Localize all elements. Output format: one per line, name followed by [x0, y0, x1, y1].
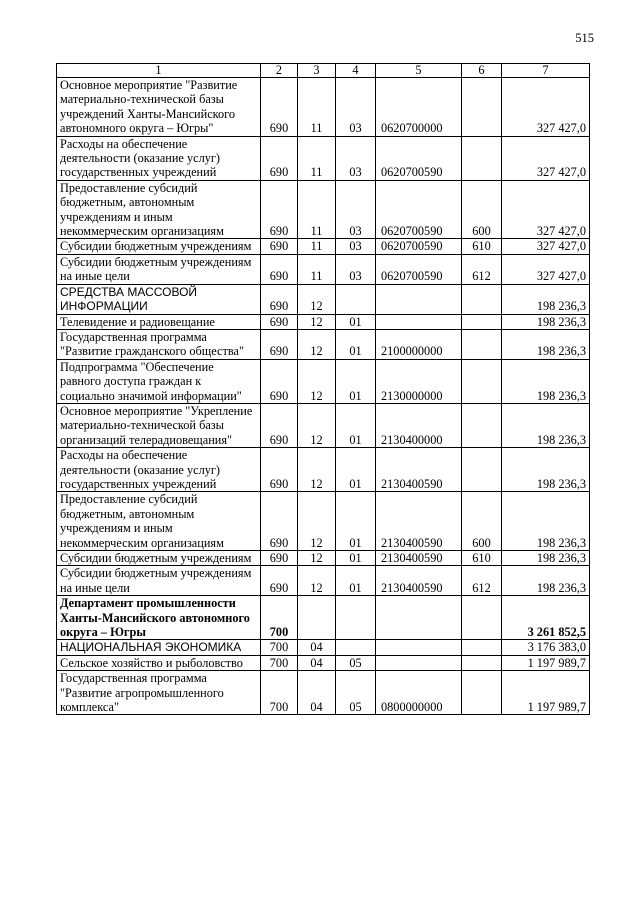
expense-type-cell: [462, 314, 502, 329]
section-cell: 04: [298, 671, 336, 715]
amount-cell: 198 236,3: [502, 448, 590, 492]
target-article-cell: 0800000000: [376, 671, 462, 715]
admin-code-cell: 690: [261, 359, 298, 403]
table-row: [57, 671, 590, 715]
amount-cell: 198 236,3: [502, 284, 590, 314]
table-row: [57, 78, 590, 137]
header-cell: 3: [298, 64, 336, 78]
admin-code-cell: 690: [261, 254, 298, 284]
section-cell: 11: [298, 239, 336, 254]
section-cell: 12: [298, 566, 336, 596]
subsection-cell: 01: [336, 448, 376, 492]
admin-code-cell: 690: [261, 314, 298, 329]
row-name-cell: Субсидии бюджетным учреждениям на иные цели: [57, 566, 261, 596]
subsection-cell: [336, 596, 376, 640]
header-cell: 1: [57, 64, 261, 78]
subsection-cell: 01: [336, 551, 376, 566]
table-row: [57, 284, 590, 314]
admin-code-cell: 700: [261, 655, 298, 670]
row-name-cell: Предоставление субсидий бюджетным, автономным учреждениям и иным некоммерческим организациям: [57, 180, 261, 239]
admin-code-cell: 690: [261, 180, 298, 239]
table-row: [57, 566, 590, 596]
target-article-cell: 2130400590: [376, 492, 462, 551]
admin-code-cell: 700: [261, 671, 298, 715]
row-name-cell: Расходы на обеспечение деятельности (оказание услуг) государственных учреждений: [57, 136, 261, 180]
amount-cell: 198 236,3: [502, 492, 590, 551]
amount-cell: 1 197 989,7: [502, 655, 590, 670]
row-name-cell: Основное мероприятие "Развитие материально-технической базы учреждений Ханты-Мансийского автономного округа – Югры": [57, 78, 261, 137]
section-cell: 12: [298, 492, 336, 551]
amount-cell: 198 236,3: [502, 566, 590, 596]
target-article-cell: [376, 284, 462, 314]
target-article-cell: 2130400000: [376, 403, 462, 447]
table-row: [57, 314, 590, 329]
subsection-cell: 03: [336, 254, 376, 284]
section-cell: 12: [298, 284, 336, 314]
expense-type-cell: 610: [462, 551, 502, 566]
subsection-cell: 01: [336, 359, 376, 403]
row-name-cell: Сельское хозяйство и рыболовство: [57, 655, 261, 670]
expense-type-cell: [462, 136, 502, 180]
row-name-cell: Субсидии бюджетным учреждениям на иные цели: [57, 254, 261, 284]
amount-cell: 198 236,3: [502, 329, 590, 359]
expense-type-cell: [462, 655, 502, 670]
admin-code-cell: 690: [261, 492, 298, 551]
table-row: [57, 655, 590, 670]
section-cell: 11: [298, 254, 336, 284]
admin-code-cell: 690: [261, 239, 298, 254]
expense-type-cell: 600: [462, 492, 502, 551]
table-row: [57, 359, 590, 403]
row-name-cell: Предоставление субсидий бюджетным, автономным учреждениям и иным некоммерческим организациям: [57, 492, 261, 551]
target-article-cell: 2100000000: [376, 329, 462, 359]
admin-code-cell: 700: [261, 640, 298, 655]
expense-type-cell: 600: [462, 180, 502, 239]
row-name-cell: НАЦИОНАЛЬНАЯ ЭКОНОМИКА: [57, 640, 261, 655]
target-article-cell: 2130400590: [376, 551, 462, 566]
table-row: [57, 551, 590, 566]
amount-cell: 327 427,0: [502, 254, 590, 284]
target-article-cell: 0620700590: [376, 180, 462, 239]
row-name-cell: Расходы на обеспечение деятельности (оказание услуг) государственных учреждений: [57, 448, 261, 492]
section-cell: 11: [298, 180, 336, 239]
subsection-cell: 01: [336, 329, 376, 359]
expense-type-cell: [462, 640, 502, 655]
amount-cell: 1 197 989,7: [502, 671, 590, 715]
subsection-cell: 03: [336, 78, 376, 137]
amount-cell: 327 427,0: [502, 136, 590, 180]
subsection-cell: 01: [336, 314, 376, 329]
subsection-cell: 01: [336, 492, 376, 551]
section-cell: 04: [298, 655, 336, 670]
subsection-cell: [336, 640, 376, 655]
subsection-cell: 05: [336, 655, 376, 670]
target-article-cell: 0620700590: [376, 136, 462, 180]
page-number: 515: [575, 31, 594, 45]
expense-type-cell: 612: [462, 566, 502, 596]
table-row: [57, 180, 590, 239]
target-article-cell: 2130400590: [376, 448, 462, 492]
expense-type-cell: [462, 78, 502, 137]
subsection-cell: 03: [336, 136, 376, 180]
row-name-cell: СРЕДСТВА МАССОВОЙ ИНФОРМАЦИИ: [57, 284, 261, 314]
admin-code-cell: 690: [261, 284, 298, 314]
amount-cell: 198 236,3: [502, 314, 590, 329]
expense-type-cell: 612: [462, 254, 502, 284]
section-cell: 11: [298, 78, 336, 137]
header-cell: 4: [336, 64, 376, 78]
section-cell: 11: [298, 136, 336, 180]
header-cell: 6: [462, 64, 502, 78]
target-article-cell: [376, 596, 462, 640]
table-row: [57, 492, 590, 551]
amount-cell: 198 236,3: [502, 359, 590, 403]
amount-cell: 327 427,0: [502, 180, 590, 239]
section-cell: 12: [298, 359, 336, 403]
section-cell: 12: [298, 448, 336, 492]
expense-type-cell: [462, 596, 502, 640]
table-row: [57, 254, 590, 284]
target-article-cell: 0620700590: [376, 239, 462, 254]
table-row: [57, 596, 590, 640]
amount-cell: 327 427,0: [502, 78, 590, 137]
table-row: [57, 136, 590, 180]
section-cell: 12: [298, 329, 336, 359]
admin-code-cell: 700: [261, 596, 298, 640]
amount-cell: 198 236,3: [502, 403, 590, 447]
section-cell: [298, 596, 336, 640]
row-name-cell: Государственная программа "Развитие гражданского общества": [57, 329, 261, 359]
admin-code-cell: 690: [261, 551, 298, 566]
expense-type-cell: [462, 284, 502, 314]
header-cell: 5: [376, 64, 462, 78]
expense-type-cell: [462, 671, 502, 715]
amount-cell: 3 261 852,5: [502, 596, 590, 640]
table-row: [57, 239, 590, 254]
admin-code-cell: 690: [261, 78, 298, 137]
section-cell: 04: [298, 640, 336, 655]
admin-code-cell: 690: [261, 448, 298, 492]
target-article-cell: 0620700590: [376, 254, 462, 284]
target-article-cell: 2130400590: [376, 566, 462, 596]
amount-cell: 198 236,3: [502, 551, 590, 566]
header-cell: 2: [261, 64, 298, 78]
row-name-cell: Основное мероприятие "Укрепление материально-технической базы организаций телерадиовещания": [57, 403, 261, 447]
section-cell: 12: [298, 551, 336, 566]
target-article-cell: [376, 314, 462, 329]
amount-cell: 327 427,0: [502, 239, 590, 254]
expense-type-cell: [462, 448, 502, 492]
row-name-cell: Государственная программа "Развитие агропромышленного комплекса": [57, 671, 261, 715]
budget-table: [56, 63, 590, 715]
subsection-cell: [336, 284, 376, 314]
row-name-cell: Субсидии бюджетным учреждениям: [57, 551, 261, 566]
expense-type-cell: [462, 403, 502, 447]
row-name-cell: Департамент промышленности Ханты-Мансийского автономного округа – Югры: [57, 596, 261, 640]
table-row: [57, 448, 590, 492]
subsection-cell: 03: [336, 239, 376, 254]
subsection-cell: 01: [336, 403, 376, 447]
subsection-cell: 05: [336, 671, 376, 715]
expense-type-cell: [462, 329, 502, 359]
expense-type-cell: 610: [462, 239, 502, 254]
expense-type-cell: [462, 359, 502, 403]
header-row: [57, 64, 590, 78]
row-name-cell: Телевидение и радиовещание: [57, 314, 261, 329]
section-cell: 12: [298, 314, 336, 329]
target-article-cell: 2130000000: [376, 359, 462, 403]
target-article-cell: [376, 640, 462, 655]
amount-cell: 3 176 383,0: [502, 640, 590, 655]
admin-code-cell: 690: [261, 403, 298, 447]
row-name-cell: Субсидии бюджетным учреждениям: [57, 239, 261, 254]
row-name-cell: Подпрограмма "Обеспечение равного доступа граждан к социально значимой информации": [57, 359, 261, 403]
admin-code-cell: 690: [261, 136, 298, 180]
table-row: [57, 403, 590, 447]
admin-code-cell: 690: [261, 329, 298, 359]
subsection-cell: 03: [336, 180, 376, 239]
target-article-cell: 0620700000: [376, 78, 462, 137]
target-article-cell: [376, 655, 462, 670]
table-row: [57, 329, 590, 359]
table-row: [57, 640, 590, 655]
admin-code-cell: 690: [261, 566, 298, 596]
section-cell: 12: [298, 403, 336, 447]
header-cell: 7: [502, 64, 590, 78]
subsection-cell: 01: [336, 566, 376, 596]
